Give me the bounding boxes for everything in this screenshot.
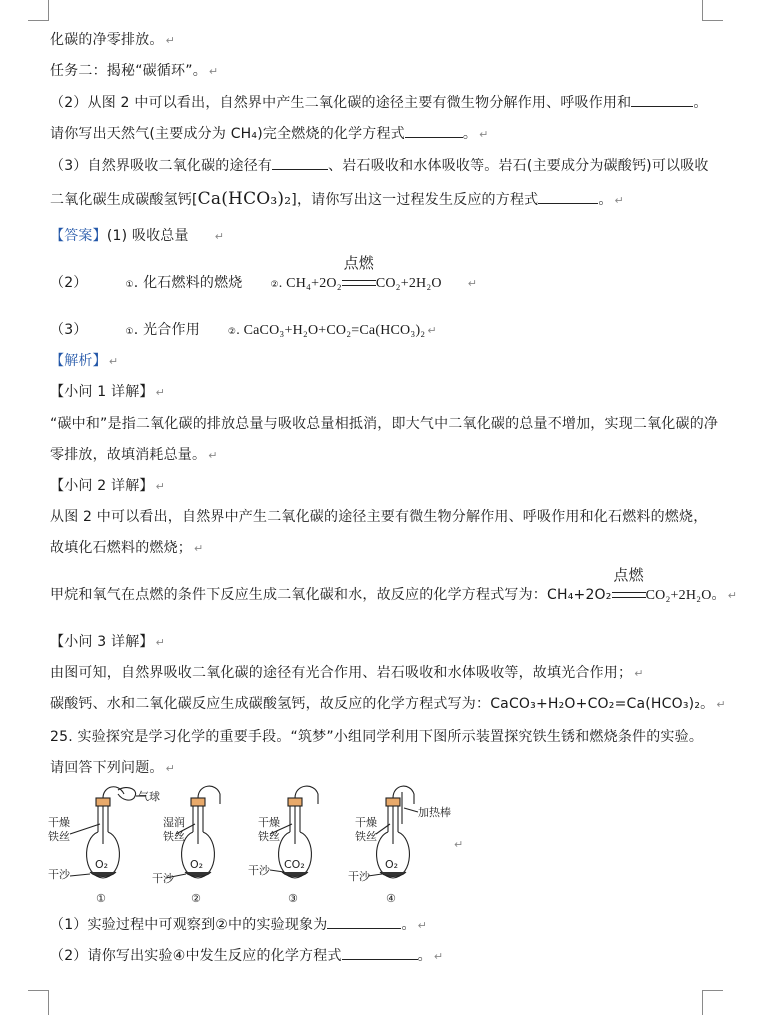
answer-blank	[342, 945, 418, 960]
label-wet: 湿润	[163, 816, 185, 829]
analysis-heading: 【解析】 ↵	[50, 353, 119, 369]
gas-label: CO₂	[284, 858, 305, 871]
figure-number: ①	[96, 892, 106, 905]
crop-mark-bottom-left	[28, 990, 49, 1015]
label-iron-wire: 铁丝	[258, 830, 280, 843]
experiment-apparatus-figure	[48, 784, 468, 908]
label-dry: 干燥	[355, 816, 377, 829]
answer-blank	[272, 155, 328, 170]
label-dry-sand: 干沙	[48, 868, 70, 881]
gas-label: O₂	[190, 858, 204, 871]
reaction-arrow: 点燃	[342, 273, 376, 293]
sub-question-1-heading: 【小问 1 详解】 ↵	[50, 384, 166, 400]
answer-line-3: （3） ①. 光合作用 ②. CaCO₃+H₂O+CO₂=Ca(HCO₃)₂ ↵	[50, 322, 437, 338]
gas-label: O₂	[385, 858, 399, 871]
figure-number: ②	[191, 892, 201, 905]
question-3b: 二氧化碳生成碳酸氢钙[Ca(HCO₃)₂]，请你写出这一过程发生反应的方程式 。 ↵	[50, 189, 624, 209]
figure-number: ④	[386, 892, 396, 905]
analysis-text: 故填化石燃料的燃烧； ↵	[50, 540, 204, 556]
answer-tag: 【答案】	[50, 228, 107, 244]
label-dry-sand: 干沙	[152, 872, 174, 885]
crop-mark-top-right	[702, 0, 723, 21]
question-2a: （2）从图 2 中可以看出，自然界中产生二氧化碳的途径主要有微生物分解作用、呼吸作用和 。	[50, 92, 708, 113]
label-dry-sand: 干沙	[248, 864, 270, 877]
answer-blank	[327, 914, 401, 929]
question-25-2: （2）请你写出实验④中发生反应的化学方程式 。 ↵	[50, 945, 443, 967]
analysis-text: 由图可知，自然界吸收二氧化碳的途径有光合作用、岩石吸收和水体吸收等，故填光合作用； ↵	[50, 665, 644, 681]
analysis-text: 零排放，故填消耗总量。 ↵	[50, 447, 218, 463]
answer-line-2: （2） ①. 化石燃料的燃烧 ②. CH₄+2O₂ 点燃 CO₂+2H₂O ↵	[50, 254, 478, 291]
label-dry-sand: 干沙	[348, 870, 370, 883]
label-dry: 干燥	[258, 816, 280, 829]
question-25-stem: 25. 实验探究是学习化学的重要手段。“筑梦”小组同学利用下图所示装置探究铁生锈和燃烧条件的实验。	[50, 729, 704, 745]
label-iron-wire: 铁丝	[48, 830, 70, 843]
analysis-text: “碳中和”是指二氧化碳的排放总量与吸收总量相抵消，即大气中二氧化碳的总量不增加，实现二氧化碳的净	[50, 416, 719, 432]
analysis-text: 从图 2 中可以看出，自然界中产生二氧化碳的途径主要有微生物分解作用、呼吸作用和化石燃料的燃烧，	[50, 509, 708, 525]
figure-number: ③	[288, 892, 298, 905]
label-iron-wire: 铁丝	[163, 830, 185, 843]
question-3a: （3）自然界吸收二氧化碳的途径有 、岩石吸收和水体吸收等。岩石(主要成分为碳酸钙)可以吸收	[50, 155, 709, 176]
crop-mark-top-left	[28, 0, 49, 21]
sub-question-2-heading: 【小问 2 详解】 ↵	[50, 478, 166, 494]
sub-question-3-heading: 【小问 3 详解】 ↵	[50, 634, 166, 650]
text-line: 化碳的净零排放。 ↵	[50, 32, 176, 48]
question-25-1: （1）实验过程中可观察到②中的实验现象为 。 ↵	[50, 914, 427, 936]
figure-return-mark: ↵	[454, 838, 464, 851]
answer-blank	[538, 189, 598, 204]
answer-line-1: 【答案】(1) 吸收总量 ↵	[50, 228, 225, 244]
analysis-equation-line: 甲烷和氧气在点燃的条件下反应生成二氧化碳和水，故反应的化学方程式写为：CH₄+2O₂ 点燃 CO₂+2H₂O。 ↵	[50, 566, 738, 603]
question-25-stem: 请回答下列问题。 ↵	[50, 760, 176, 776]
label-dry: 干燥	[48, 816, 70, 829]
label-iron-wire: 铁丝	[355, 830, 377, 843]
analysis-text: 碳酸钙、水和二氧化碳反应生成碳酸氢钙，故反应的化学方程式写为：CaCO₃+H₂O+CO₂=Ca(HCO₃)₂。 ↵	[50, 696, 726, 712]
reaction-arrow: 点燃	[612, 585, 646, 605]
answer-blank	[631, 92, 693, 107]
task-heading: 任务二：揭秘“碳循环”。 ↵	[50, 63, 219, 79]
label-heating-rod: 加热棒	[418, 806, 451, 819]
answer-blank	[405, 123, 463, 138]
gas-label: O₂	[95, 858, 109, 871]
label-balloon: 气球	[138, 790, 160, 803]
question-2b: 请你写出天然气(主要成分为 CH₄)完全燃烧的化学方程式 。 ↵	[50, 123, 489, 145]
crop-mark-bottom-right	[702, 990, 723, 1015]
